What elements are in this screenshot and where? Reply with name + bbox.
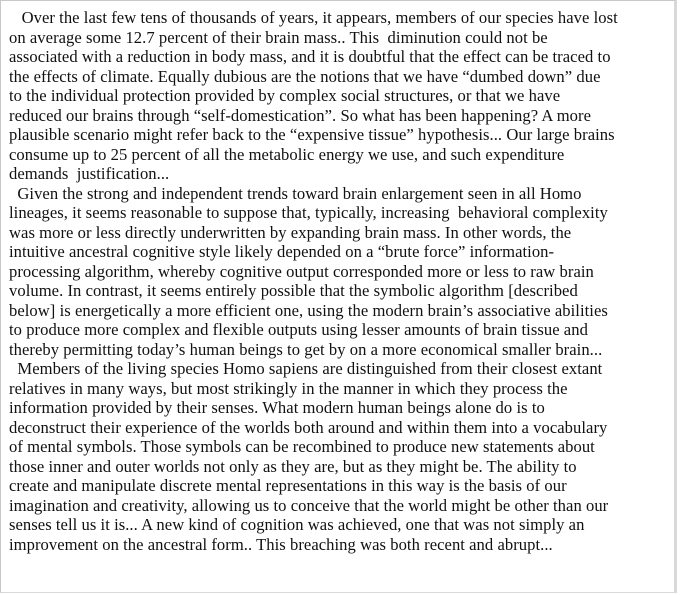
text-line: volume. In contrast, it seems entirely possible that the symbolic algorithm [described [9,281,578,300]
text-line: Over the last few tens of thousands of years, it appears, members of our species have lost [9,8,618,27]
paragraph-2 [9,184,673,360]
text-line: senses tell us it is... A new kind of cognition was achieved, one that was not simply an [9,515,585,534]
text-line: to the individual protection provided by complex social structures, or that we have [9,86,561,105]
text-line: create and manipulate discrete mental representations in this way is the basis of our [9,476,567,495]
paragraph-3 [9,359,673,554]
document-body [9,8,673,554]
text-line: deconstruct their experience of the worlds both around and within them into a vocabulary [9,417,608,437]
text-line: was more or less directly underwritten by expanding brain mass. In other words, the [9,222,572,242]
text-line: processing algorithm, whereby cognitive output corresponded more or less to raw brain [9,261,594,281]
paragraph-1 [9,8,673,184]
text-line: thereby permitting today’s human beings to get by on a more economical smaller brain... [9,339,603,359]
text-line: consume up to 25 percent of all the metabolic energy we use, and such expenditure [9,144,565,164]
text-line: lineages, it seems reasonable to suppose that, typically, increasing behavioral complexity [9,203,608,222]
text-line: Members of the living species Homo sapiens are distinguished from their closest extant [9,359,603,378]
text-line: to produce more complex and flexible outputs using lesser amounts of brain tissue and [9,320,588,339]
text-line: imagination and creativity, allowing us to conceive that the world might be other than our [9,495,609,515]
text-line: the effects of climate. Equally dubious are the notions that we have “dumbed down” due [9,66,601,86]
text-line: intuitive ancestral cognitive style likely depended on a “brute force” information- [9,242,555,261]
text-line: below] is energetically a more efficient one, using the modern brain’s associative abilities [9,300,608,320]
text-line: information provided by their senses. What modern human beings alone do is to [9,398,545,417]
text-line: of mental symbols. Those symbols can be recombined to produce new statements about [9,437,595,456]
text-line: on average some 12.7 percent of their brain mass.. This diminution could not be [9,27,548,47]
text-line: plausible scenario might refer back to the “expensive tissue” hypothesis... Our large brains [9,125,615,144]
text-line: relatives in many ways, but most strikingly in the manner in which they process the [9,378,568,398]
text-line: those inner and outer worlds not only as they are, but as they might be. The ability to [9,456,577,476]
text-line: associated with a reduction in body mass, and it is doubtful that the effect can be traced to [9,47,611,66]
text-line: demands justification... [9,164,170,183]
text-line: improvement on the ancestral form.. This breaching was both recent and abrupt... [9,534,553,554]
text-line: Given the strong and independent trends toward brain enlargement seen in all Homo [9,183,582,203]
text-line: reduced our brains through “self-domestication”. So what has been happening? A more [9,105,591,125]
